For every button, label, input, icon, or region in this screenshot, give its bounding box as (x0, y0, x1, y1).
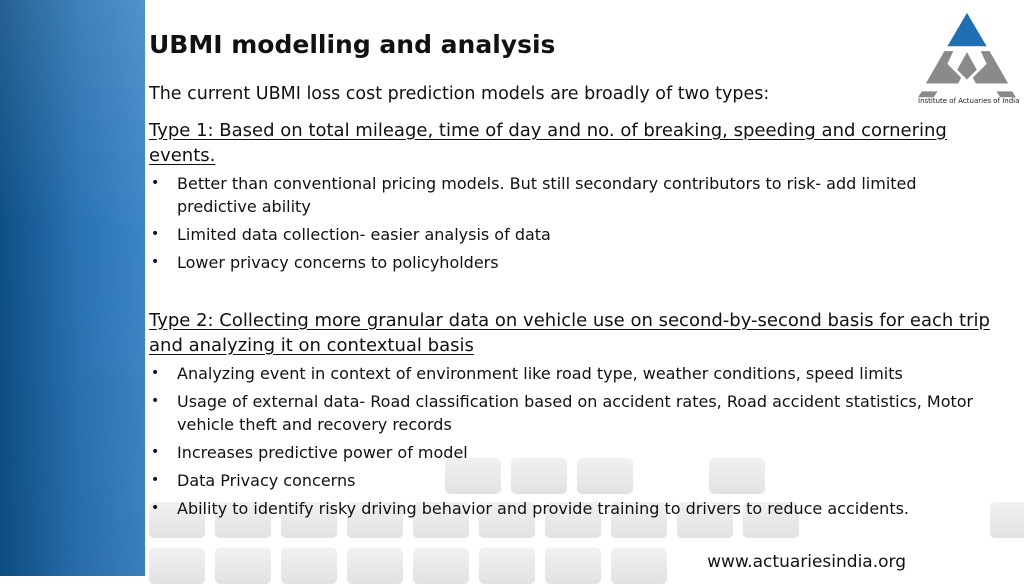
bullet-dot: • (151, 254, 160, 270)
bg-tile (545, 548, 601, 584)
section-heading: Type 1: Based on total mileage, time of day and no. of breaking, speeding and cornering events. (149, 120, 947, 166)
bullet-text: Limited data collection- easier analysis of data (177, 225, 551, 244)
section-heading: Type 2: Collecting more granular data on vehicle use on second-by-second basis for each trip and analyzing it on contextual basis (149, 310, 990, 356)
bullet-text: Better than conventional pricing models. But still secondary contributors to risk- add limited predictive ability (177, 174, 917, 216)
bullet-dot: • (151, 365, 160, 381)
bg-tile (149, 548, 205, 584)
logo-left-piece (926, 51, 961, 83)
bg-tile (413, 548, 469, 584)
bg-tile (611, 548, 667, 584)
footer-url[interactable]: www.actuariesindia.org (707, 552, 906, 572)
bullet-text: Analyzing event in context of environment like road type, weather conditions, speed limits (177, 364, 903, 383)
logo-caption: Institute of Actuaries of India (918, 97, 1020, 105)
bg-tile (479, 548, 535, 584)
bullet-dot: • (151, 472, 160, 488)
list-item (149, 362, 1001, 385)
bullet-dot: • (151, 175, 160, 191)
section-type-1 (149, 118, 1001, 279)
bg-tile (215, 548, 271, 584)
bullet-list (149, 172, 1001, 274)
bullet-text: Lower privacy concerns to policyholders (177, 253, 499, 272)
bg-tile (347, 548, 403, 584)
list-item (149, 390, 1001, 436)
slide-title: UBMI modelling and analysis (149, 30, 556, 59)
bullet-dot: • (151, 226, 160, 242)
logo-right-piece (973, 51, 1008, 83)
bullet-text: Data Privacy concerns (177, 471, 356, 490)
sidebar-sheen (0, 0, 145, 576)
section-type-2 (149, 308, 1001, 525)
bullet-list (149, 362, 1001, 520)
list-item (149, 251, 1001, 274)
logo-top-triangle (947, 13, 986, 46)
list-item (149, 441, 1001, 464)
bullet-dot: • (151, 393, 160, 409)
list-item (149, 223, 1001, 246)
list-item (149, 497, 1001, 520)
logo-center-piece (957, 52, 977, 79)
bullet-text: Usage of external data- Road classification based on accident rates, Road accident statistics, Motor vehicle theft and recovery records (177, 392, 974, 434)
list-item (149, 469, 1001, 492)
list-item (149, 172, 1001, 218)
bullet-text: Increases predictive power of model (177, 443, 468, 462)
bullet-dot: • (151, 444, 160, 460)
bullet-text: Ability to identify risky driving behavior and provide training to drivers to reduce accidents. (177, 499, 910, 518)
bullet-dot: • (151, 500, 160, 516)
bg-tile (281, 548, 337, 584)
intro-text: The current UBMI loss cost prediction models are broadly of two types: (149, 84, 770, 104)
institute-logo-icon (918, 8, 1020, 108)
